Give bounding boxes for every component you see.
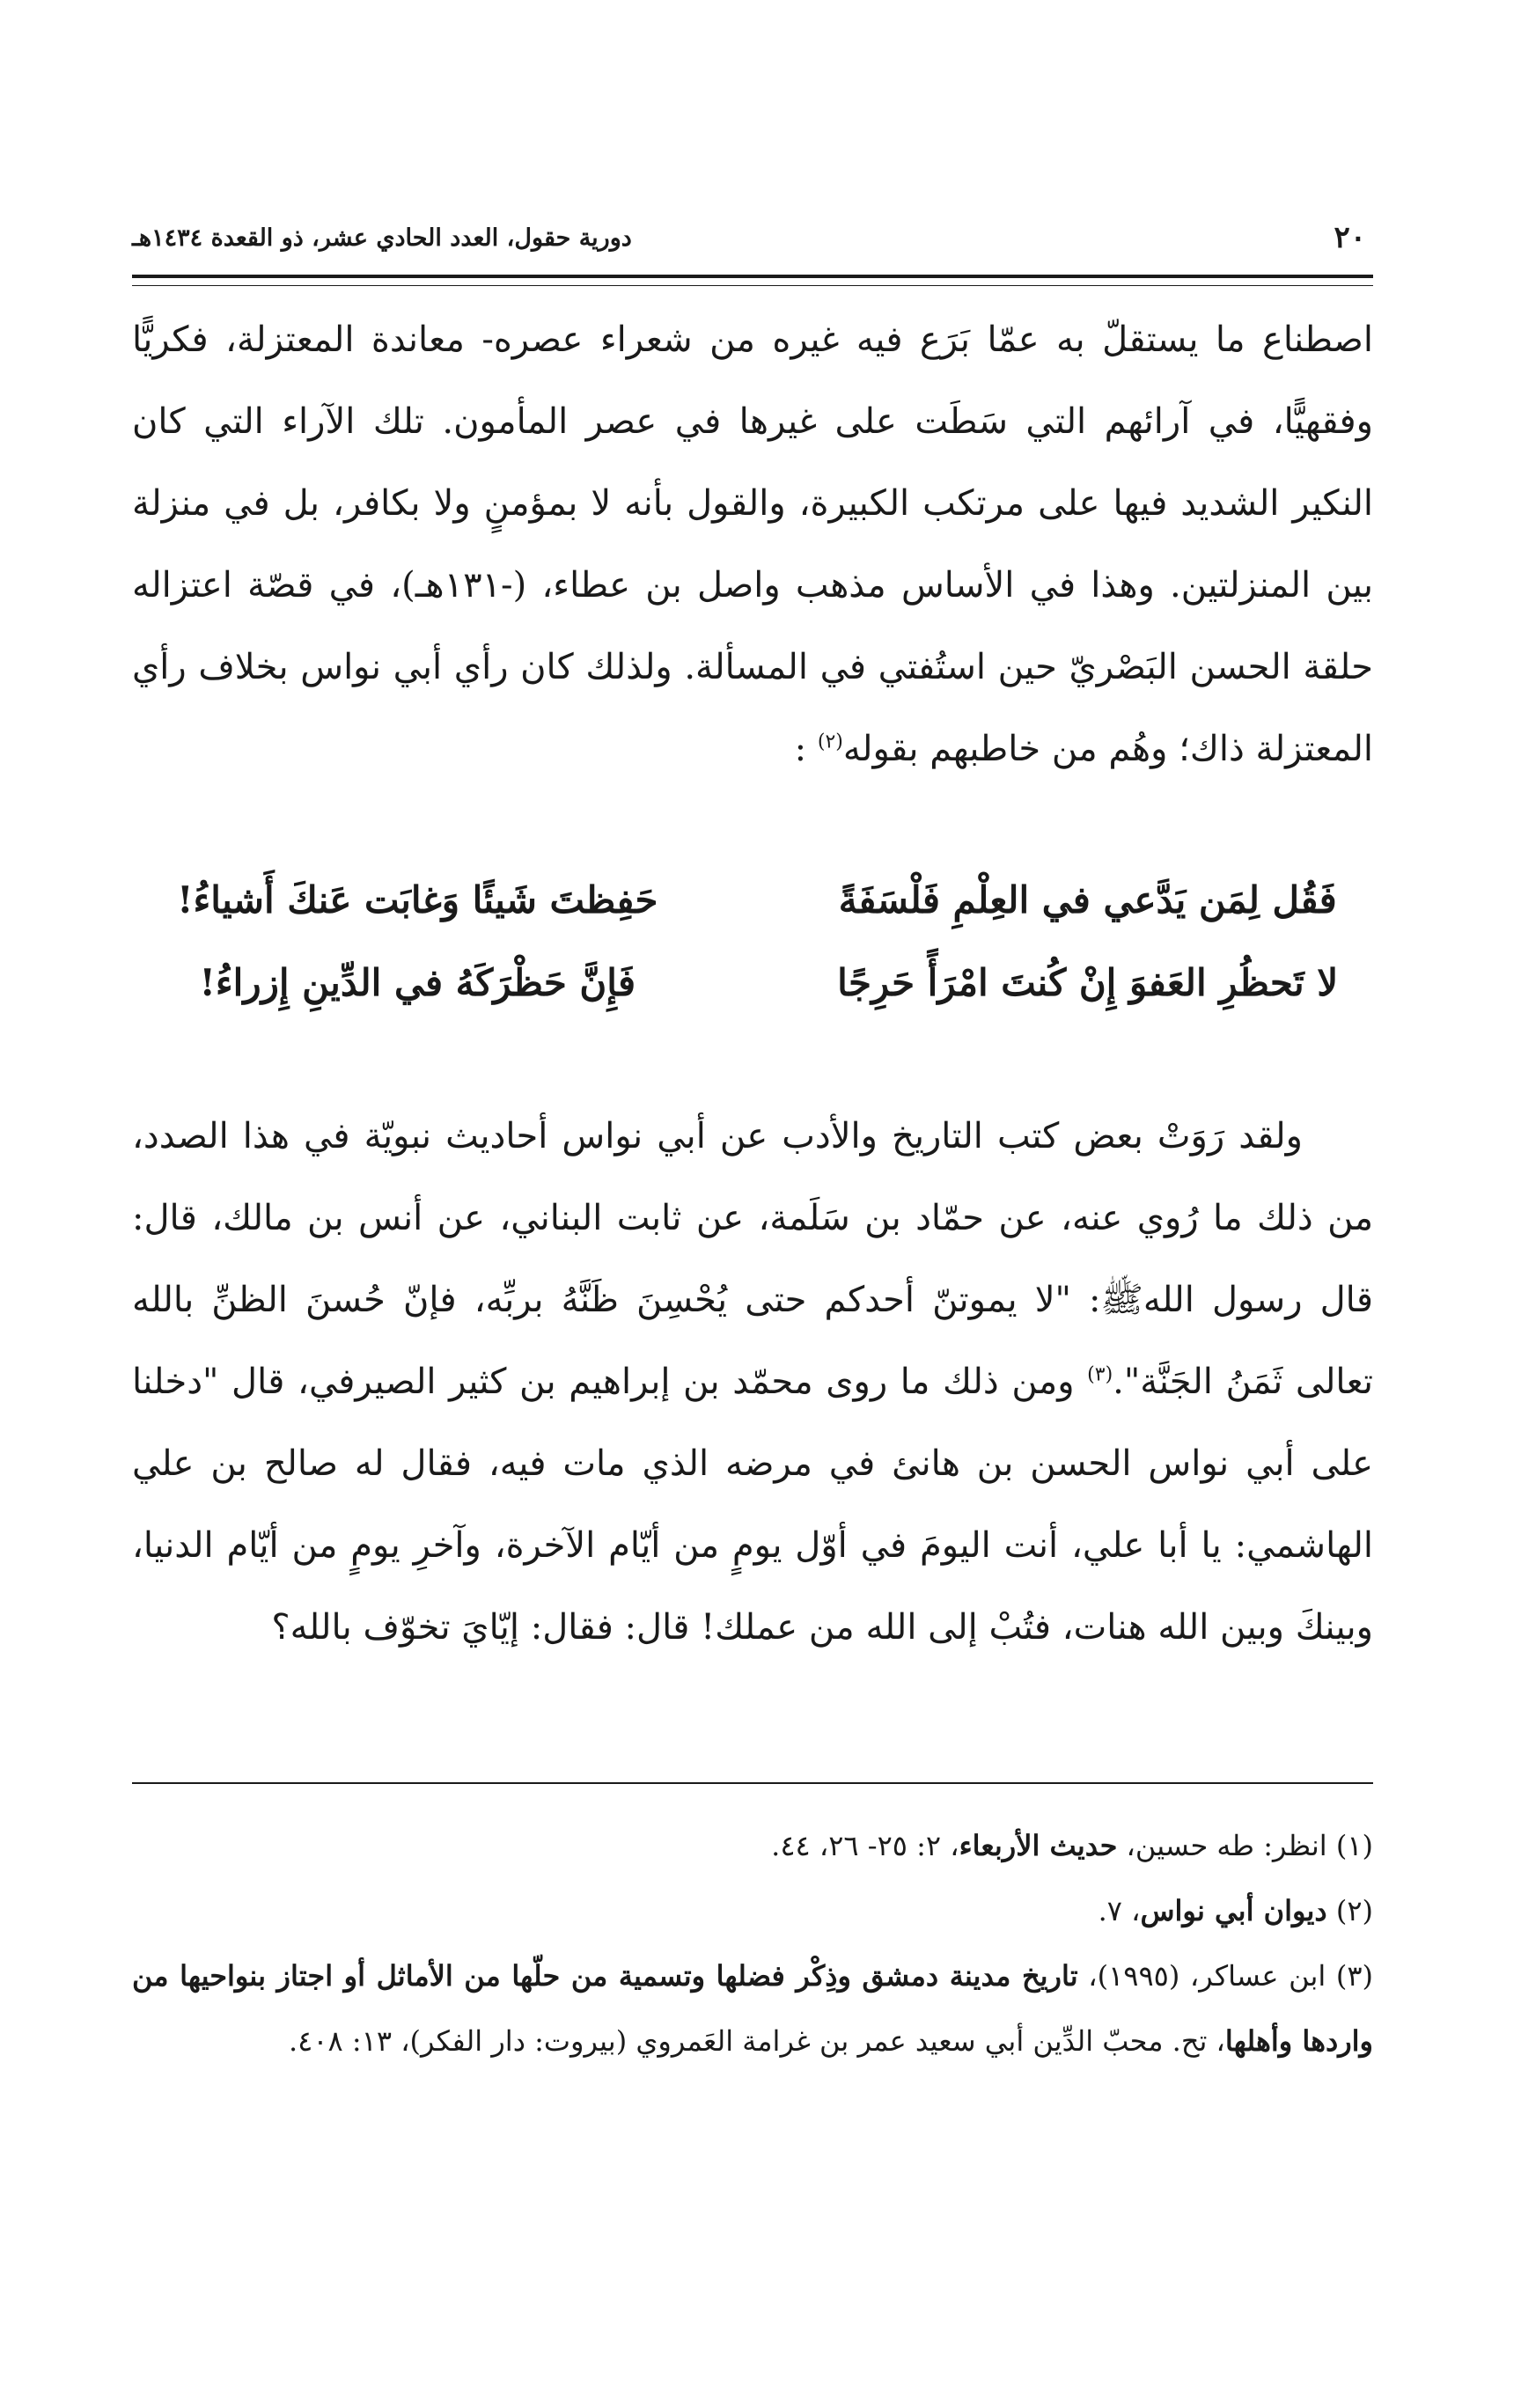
paragraph-1-text: اصطناع ما يستقلّ به عمّا بَرَع فيه غيره من شعراء عصره- معاندة المعتزلة، فكريًّا وفقهيًّا، في آرائهم التي سَطَت على غيرها في عصر المأمون. تلك الآراء التي كان النكير الشديد فيها على مرتكب الكبيرة، والقول بأنه لا بمؤمنٍ ولا بكافر، بل في منزلة بين المنزلتين. وهذا في الأساس مذهب واصل بن عطاء، (-١٣١هـ)، في قصّة اعتزاله حلقة الحسن البَصْريّ حين استُفتي في المسألة. ولذلك كان رأي أبي نواس بخلاف رأي المعتزلة ذاك؛ وهُم من خاطبهم بقوله <box>132 319 1373 769</box>
footnote-2-prefix <box>1327 1894 1336 1927</box>
footnote-1-suffix: ، ٢: ٢٥- ٢٦، ٤٤. <box>771 1829 959 1862</box>
journal-header-title: دورية حقول، العدد الحادي عشر، ذو القعدة ١٤٣٤هـ <box>132 224 632 252</box>
paragraph-2-text-part1: ولقد رَوَتْ بعض كتب التاريخ والأدب عن أبي نواس أحاديث نبويّة في هذا الصدد، من ذلك ما رُوي عنه، عن حمّاد بن سَلَمة، عن ثابت البناني، عن أنس بن مالك، قال: قال رسول اللهﷺ: "لا يموتنّ أحدكم حتى يُحْسِنَ ظَنَّهُ بربِّه، فإنّ حُسنَ الظنِّ بالله تعالى ثَمَنُ الجَنَّة". <box>132 1116 1374 1402</box>
verse-2-second-hemistich: فَإِنَّ حَظْرَكَهُ في الدِّينِ إِزراءُ! <box>199 960 636 1004</box>
footnote-3 <box>132 1943 1373 2074</box>
footnote-2-suffix: ، ٧. <box>1098 1894 1141 1927</box>
header-double-rule <box>132 275 1373 286</box>
document-page <box>132 0 1373 2408</box>
footnote-3-number: (٣) <box>1335 1959 1374 1993</box>
verse-2 <box>132 941 1373 1024</box>
footnote-3-prefix: ابن عساكر، (١٩٩٥)، <box>1077 1959 1336 1993</box>
footnote-3-title: تاريخ مدينة دمشق وذِكْر فضلها وتسمية من حلّها من الأماثل أو اجتاز بنواحيها من واردها وأهلها <box>132 1959 1373 2058</box>
footnote-1-number: (١) <box>1335 1829 1373 1862</box>
footnotes <box>132 1813 1373 2074</box>
running-header <box>132 211 1373 264</box>
paragraph-2 <box>132 1096 1373 1669</box>
footnote-1 <box>132 1813 1373 1878</box>
verse-1-second-hemistich: حَفِظتَ شَيئًا وَغابَت عَنكَ أَشياءُ! <box>177 877 658 921</box>
paragraph-1 <box>132 299 1373 790</box>
footnote-ref-3[interactable]: (٣) <box>1087 1363 1113 1386</box>
footnote-2-number: (٢) <box>1335 1894 1373 1927</box>
footnote-2-title: ديوان أبي نواس <box>1140 1894 1327 1927</box>
verse-1 <box>132 858 1373 941</box>
page-number: ٢٠ <box>1334 220 1366 255</box>
footnote-1-prefix: انظر: طه حسين، <box>1117 1829 1336 1862</box>
poem-block <box>132 858 1373 1024</box>
verse-1-first-hemistich: فَقُل لِمَن يَدَّعي في العِلْمِ فَلْسَفَةً <box>838 877 1337 921</box>
footnote-ref-2[interactable]: (٢) <box>817 730 843 753</box>
footnote-3-suffix: ، تح. محبّ الدِّين أبي سعيد عمر بن غرامة العَمروي (بيروت: دار الفكر)، ١٣: ٤٠٨. <box>288 2024 1225 2058</box>
paragraph-1-tail: : <box>794 729 818 769</box>
paragraph-2-text-part2: ومن ذلك ما روى محمّد بن إبراهيم بن كثير الصيرفي، قال "دخلنا على أبي نواس الحسن بن هانئ في مرضه الذي مات فيه، فقال له صالح بن علي الهاشمي: يا أبا علي، أنت اليومَ في أوّل يومٍ من أيّام الآخرة، وآخرِ يومٍ من أيّام الدنيا، وبينكَ وبين الله هنات، فتُبْ إلى الله من عملك! قال: فقال: إيّايَ تخوّف بالله؟ <box>132 1362 1373 1648</box>
verse-2-first-hemistich: لا تَحظُرِ العَفوَ إِنْ كُنتَ امْرَأً حَرِجًا <box>837 960 1339 1004</box>
footnote-2 <box>132 1878 1373 1943</box>
footnote-separator <box>132 1782 1373 1784</box>
footnote-1-title: حديث الأربعاء <box>959 1829 1118 1862</box>
